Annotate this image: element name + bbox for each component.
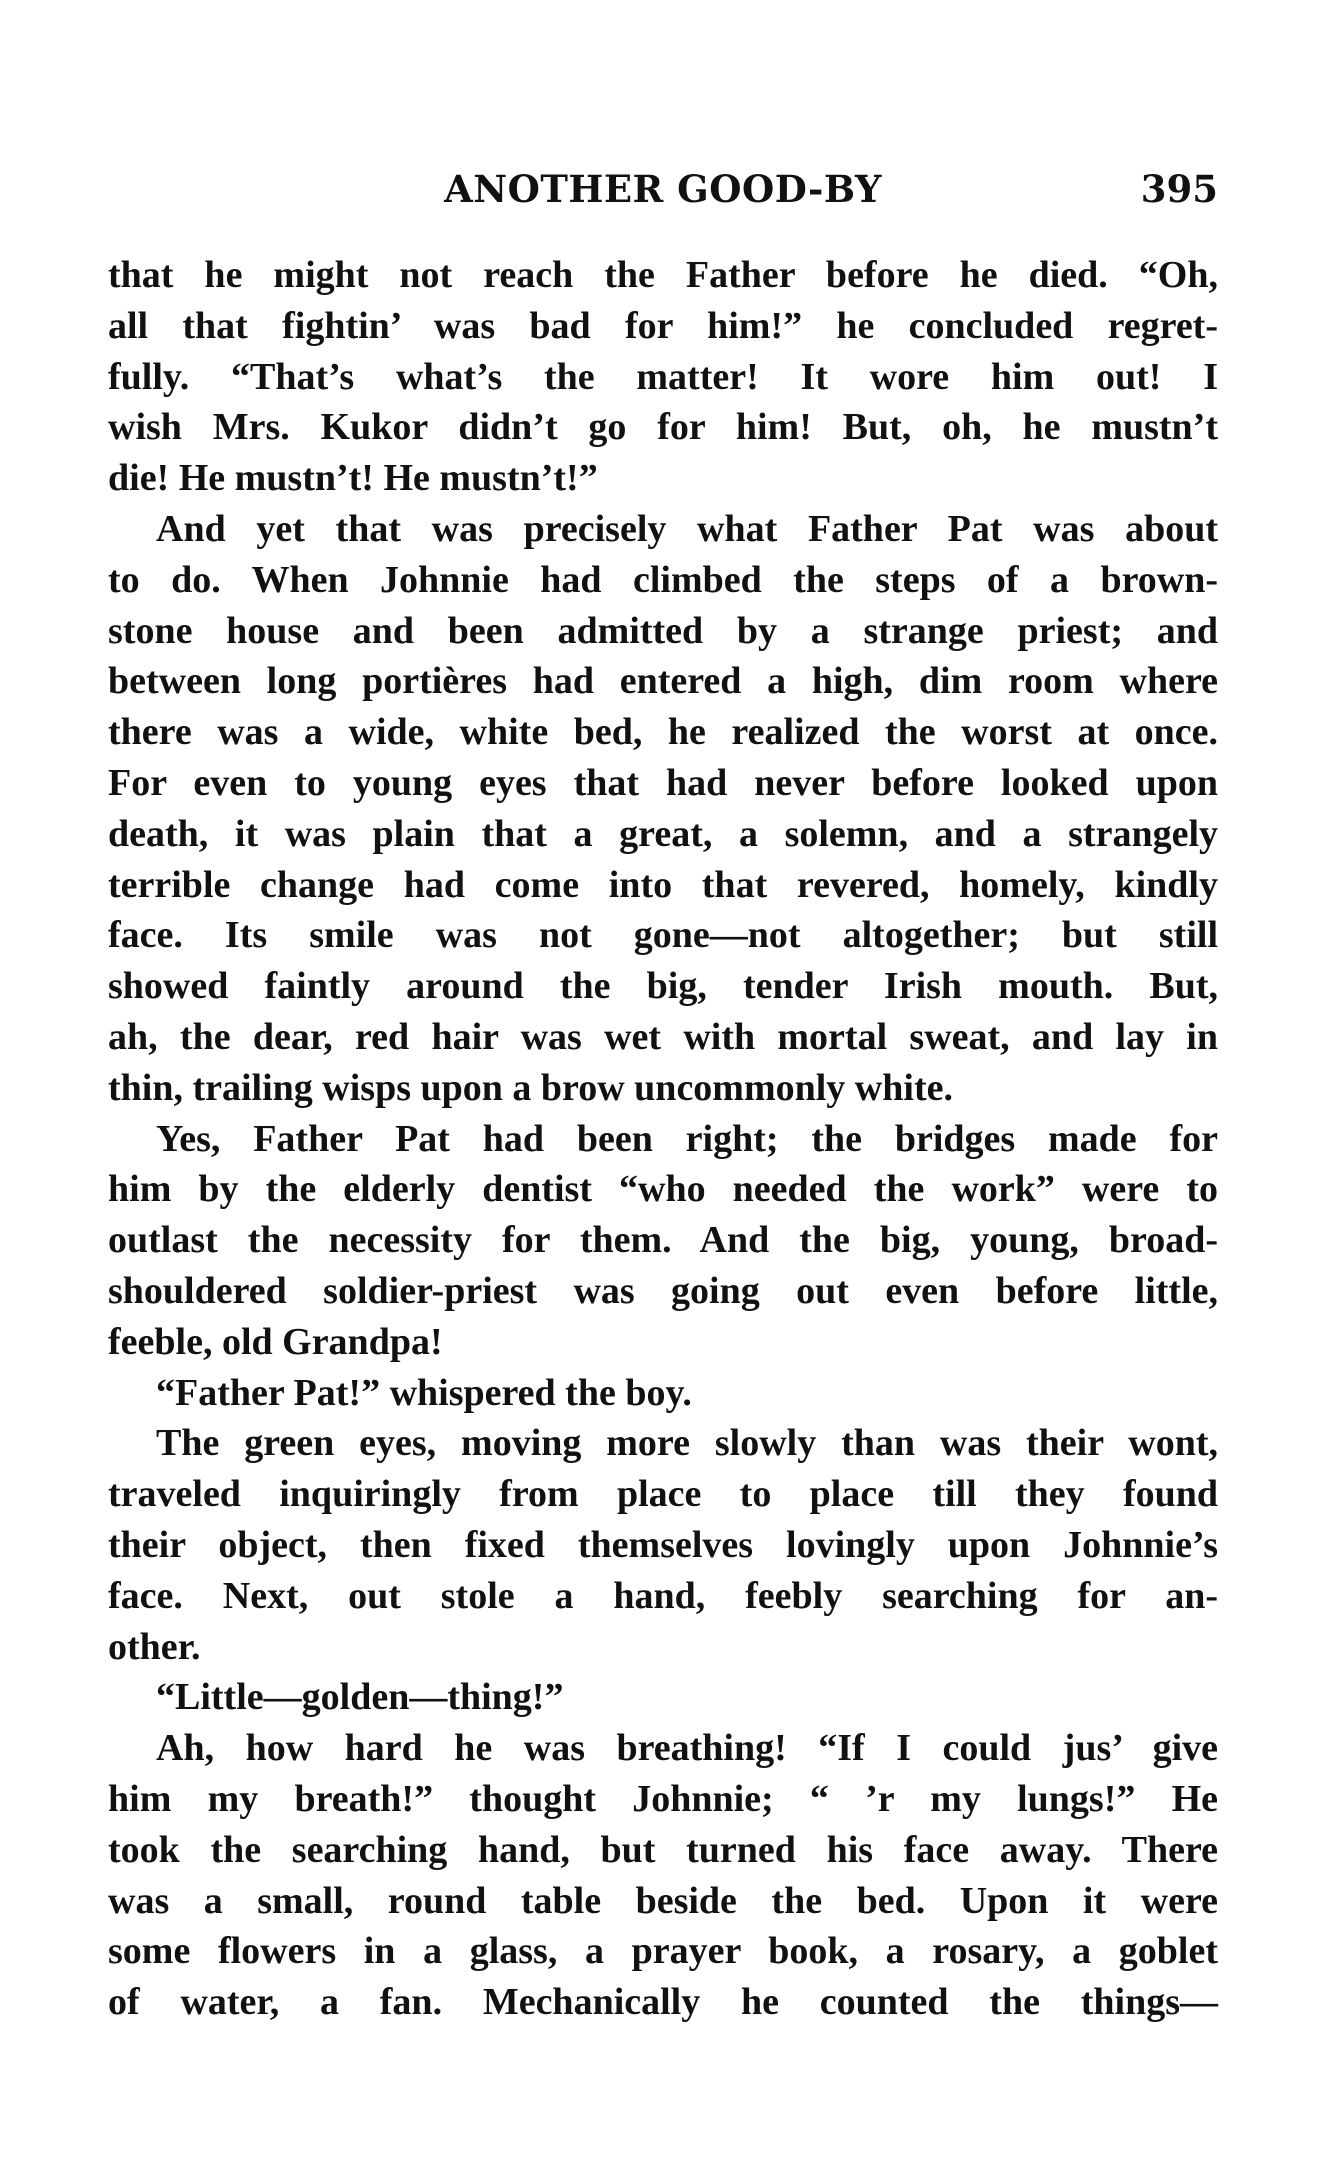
text-line: fully. “That’s what’s the matter! It wore him out! I: [108, 355, 1218, 398]
page-header: [108, 164, 1218, 214]
text-line: showed faintly around the big, tender Irish mouth. But,: [108, 965, 1218, 1008]
text-line: face. Next, out stole a hand, feebly searching for an-: [108, 1574, 1218, 1617]
text-line: face. Its smile was not gone—not altogether; but still: [108, 914, 1218, 957]
text-line: him my breath!” thought Johnnie; “ ’r my lungs!” He: [108, 1777, 1218, 1820]
text-line: Yes, Father Pat had been right; the bridges made for: [156, 1117, 1218, 1160]
text-line: And yet that was precisely what Father Pat was about: [156, 507, 1218, 550]
text-line: outlast the necessity for them. And the big, young, broad-: [108, 1219, 1218, 1262]
text-line: stone house and been admitted by a strange priest; and: [108, 609, 1218, 652]
text-line: death, it was plain that a great, a solemn, and a strangely: [108, 812, 1218, 855]
text-line: took the searching hand, but turned his face away. There: [108, 1828, 1218, 1871]
text-line: die! He mustn’t! He mustn’t!”: [108, 457, 598, 500]
text-line: shouldered soldier-priest was going out even before little,: [108, 1269, 1218, 1312]
text-line: terrible change had come into that revered, homely, kindly: [108, 863, 1218, 906]
text-line: The green eyes, moving more slowly than was their wont,: [156, 1422, 1218, 1465]
text-line: between long portières had entered a high, dim room where: [108, 660, 1218, 703]
text-line: was a small, round table beside the bed. Upon it were: [108, 1879, 1218, 1922]
body-text: [108, 250, 1218, 2028]
text-line: Ah, how hard he was breathing! “If I could jus’ give: [156, 1727, 1218, 1770]
text-line: feeble, old Grandpa!: [108, 1320, 443, 1363]
text-line: “Little—golden—thing!”: [156, 1676, 564, 1719]
running-head: ANOTHER GOOD-BY: [444, 167, 882, 211]
text-line: to do. When Johnnie had climbed the steps of a brown-: [108, 558, 1218, 601]
text-line: other.: [108, 1625, 201, 1668]
text-line: traveled inquiringly from place to place till they found: [108, 1473, 1218, 1516]
text-line: there was a wide, white bed, he realized the worst at once.: [108, 711, 1218, 754]
text-line: thin, trailing wisps upon a brow uncommonly white.: [108, 1066, 953, 1109]
page-number: 395: [1140, 167, 1218, 211]
text-line: that he might not reach the Father before he died. “Oh,: [108, 254, 1218, 296]
text-line: For even to young eyes that had never before looked upon: [108, 761, 1218, 804]
text-line: some flowers in a glass, a prayer book, a rosary, a goblet: [108, 1930, 1218, 1973]
text-line: of water, a fan. Mechanically he counted the things—: [108, 1981, 1218, 2024]
text-line: “Father Pat!” whispered the boy.: [156, 1371, 692, 1414]
text-line: ah, the dear, red hair was wet with mortal sweat, and lay in: [108, 1015, 1218, 1058]
text-line: him by the elderly dentist “who needed the work” were to: [108, 1168, 1218, 1211]
text-line: their object, then fixed themselves lovingly upon Johnnie’s: [108, 1523, 1218, 1566]
text-line: wish Mrs. Kukor didn’t go for him! But, oh, he mustn’t: [108, 406, 1218, 449]
text-line: all that fightin’ was bad for him!” he concluded regret-: [108, 304, 1218, 347]
